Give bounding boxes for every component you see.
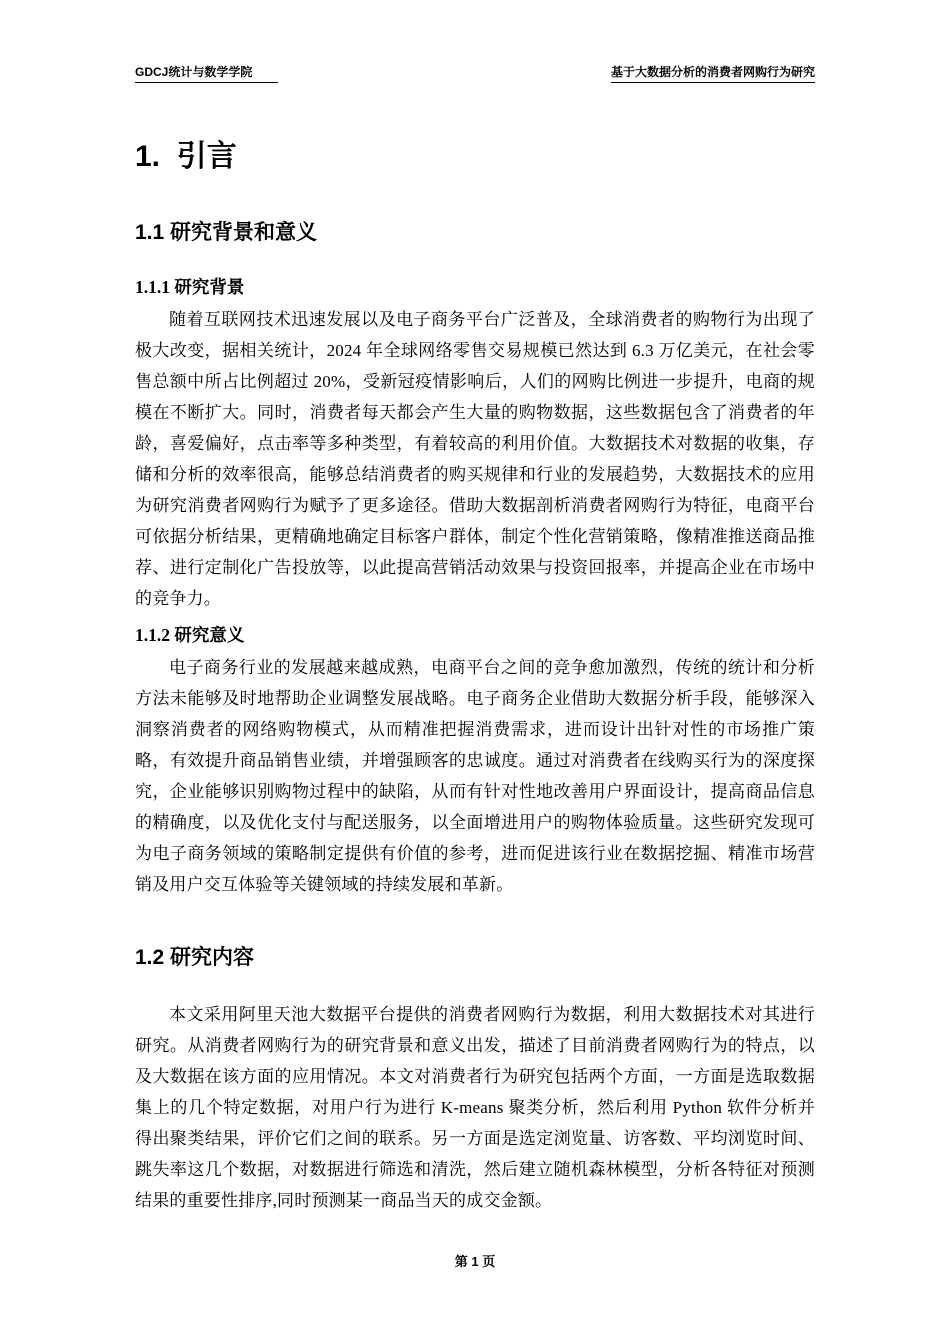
page-number: 第 1 页 bbox=[454, 1254, 496, 1269]
subsection-1-1-1-heading: 1.1.1 研究背景 bbox=[135, 277, 245, 298]
paragraph-research-content: 本文采用阿里天池大数据平台提供的消费者网购行为数据，利用大数据技术对其进行研究。从消费者网购行为的研究背景和意义出发，描述了目前消费者网购行为的特点，以及大数据在该方面的应用情况。本文对消费者行为研究包括两个方面，一方面是选取数据集上的几个特定数据，对用户行为进行 K-means 聚类分析，然后利用 Python 软件分析并得出聚类结果，评价它们之间的联系。另一方面是选定浏览量、访客数、平均浏览时间、跳失率这几个数据，对数据进行筛选和清洗，然后建立随机森林模型，分析各特征对预测结果的重要性排序,同时预测某一商品当天的成交金额。 bbox=[135, 1004, 815, 1210]
subsection-1-1-2-heading: 1.1.2 研究意义 bbox=[135, 624, 245, 645]
header-paper-title: 基于大数据分析的消费者网购行为研究 bbox=[611, 64, 815, 83]
page-footer bbox=[0, 1251, 950, 1270]
paragraph-research-significance: 电子商务行业的发展越来越成熟，电商平台之间的竞争愈加激烈，传统的统计和分析方法未能够及时地帮助企业调整发展战略。电子商务企业借助大数据分析手段，能够深入洞察消费者的网络购物模式，从而精准把握消费需求，进而设计出针对性的市场推广策略，有效提升商品销售业绩，并增强顾客的忠诚度。通过对消费者在线购买行为的深度探究，企业能够识别购物过程中的缺陷，从而有针对性地改善用户界面设计，提高商品信息的精确度，以及优化支付与配送服务，以全面增进用户的购物体验质量。这些研究发现可为电子商务领域的策略制定提供有价值的参考，进而促进该行业在数据挖掘、精准市场营销及用户交互体验等关键领域的持续发展和革新。 bbox=[135, 657, 815, 894]
section-1-2-heading: 1.2 研究内容 bbox=[135, 945, 255, 969]
chapter-title: 1. 引言 bbox=[135, 139, 237, 173]
section-1-1-heading: 1.1 研究背景和意义 bbox=[135, 220, 318, 244]
header-school-name: GDCJ统计与数学学院 bbox=[135, 64, 278, 83]
page-header bbox=[135, 0, 815, 83]
paragraph-research-background: 随着互联网技术迅速发展以及电子商务平台广泛普及，全球消费者的购物行为出现了极大改变，据相关统计，2024 年全球网络零售交易规模已然达到 6.3 万亿美元，在社会零售总额中所占比例超过 20%，受新冠疫情影响后，人们的网购比例进一步提升，电商的规模在不断扩大。同时，消费者每天都会产生大量的购物数据，这些数据包含了消费者的年龄，喜爱偏好，点击率等多种类型，有着较高的利用价值。大数据技术对数据的收集，存储和分析的效率很高，能够总结消费者的购买规律和行业的发展趋势，大数据技术的应用为研究消费者网购行为赋予了更多途径。借助大数据剖析消费者网购行为特征，电商平台可依据分析结果，更精确地确定目标客户群体，制定个性化营销策略，像精准推送商品推荐、进行定制化广告投放等，以此提高营销活动效果与投资回报率，并提高企业在市场中的竞争力。 bbox=[135, 309, 815, 608]
